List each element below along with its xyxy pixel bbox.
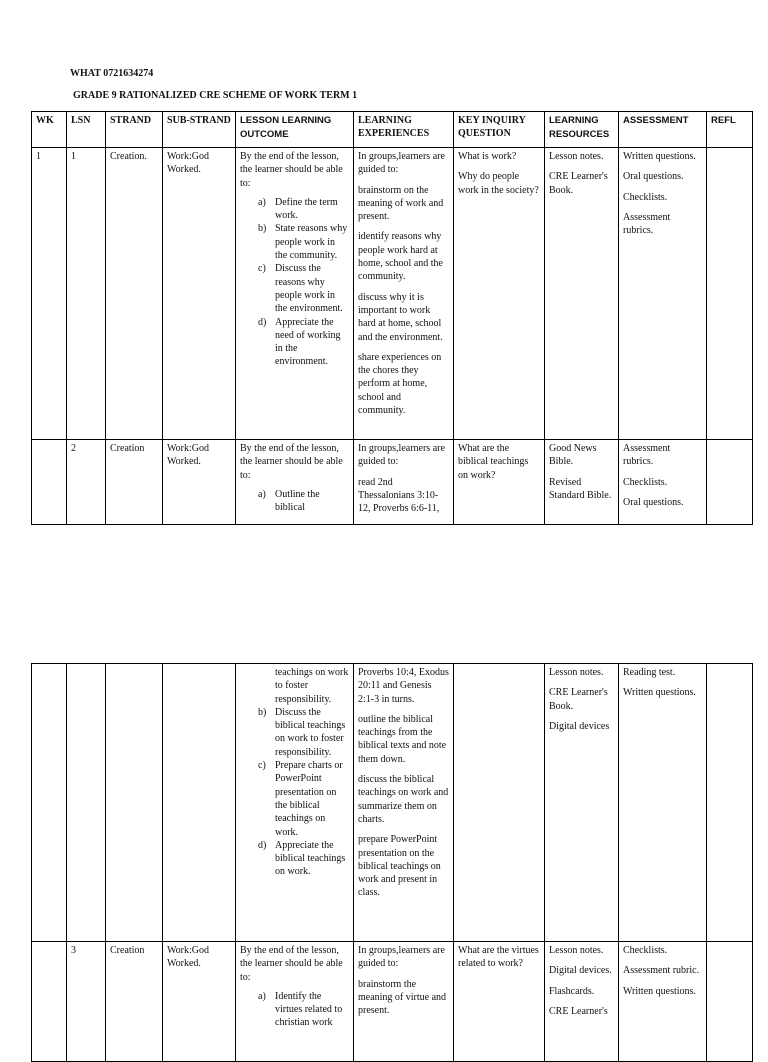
cell-question	[454, 440, 545, 525]
cell-assessment	[619, 148, 707, 440]
cell-question	[454, 942, 545, 1062]
col-header-experiences: LEARNING EXPERIENCES	[354, 112, 454, 148]
header-row	[32, 112, 753, 148]
cell-strand: Creation.	[106, 148, 163, 440]
cell-refl	[707, 664, 753, 942]
outcome-list	[240, 196, 349, 369]
outcome-intro: By the end of the lesson, the learner should be able to:	[240, 443, 343, 481]
resource-text: Revised Standard Bible.	[549, 476, 612, 501]
col-header-outcome: LESSON LEARNING OUTCOME	[236, 112, 354, 148]
cell-resources	[545, 942, 619, 1062]
cell-assessment	[619, 440, 707, 525]
col-header-assessment: ASSESSMENT	[619, 112, 707, 148]
cell-outcome	[236, 942, 354, 1062]
list-item: a) Define the term work.	[258, 196, 338, 222]
col-header-wk: WK	[32, 112, 67, 148]
question-text: Why do people work in the society?	[458, 171, 539, 196]
resource-text: CRE Learner's	[549, 1005, 608, 1017]
cell-refl	[707, 942, 753, 1062]
cell-experiences	[354, 664, 454, 942]
assessment-text: Assessment rubric.	[623, 965, 700, 977]
cell-wk: 1	[32, 148, 67, 440]
list-item: c) Discuss the reasons why people work in the environment.	[258, 263, 343, 315]
experience-text: identify reasons why people work hard at home, school and the community.	[358, 231, 443, 283]
question-text: What is work?	[458, 151, 517, 162]
assessment-text: Written questions.	[623, 687, 696, 699]
outcome-list	[240, 706, 349, 879]
assessment-text: Oral questions.	[623, 496, 684, 508]
experience-text: discuss why it is important to work hard at home, school and the environment.	[358, 291, 443, 343]
cell-strand: Creation	[106, 440, 163, 525]
outcome-list	[240, 488, 349, 515]
col-header-strand: STRAND	[106, 112, 163, 148]
outcome-intro: By the end of the lesson, the learner should be able to:	[240, 151, 343, 189]
resource-text: Digital devices	[549, 720, 610, 732]
col-header-refl: REFL	[707, 112, 753, 148]
question-text: What are the virtues related to work?	[458, 945, 539, 970]
cell-wk	[32, 440, 67, 525]
assessment-text: Written questions.	[623, 151, 696, 162]
list-item: d) Appreciate the need of working in the environment.	[258, 316, 341, 368]
cell-wk	[32, 664, 67, 942]
scheme-table-page-2	[31, 663, 753, 1062]
resource-text: CRE Learner's Book.	[549, 171, 608, 196]
cell-experiences	[354, 942, 454, 1062]
experience-text: brainstorm on the meaning of work and present.	[358, 184, 444, 223]
cell-lsn: 2	[67, 440, 106, 525]
list-item: a) Outline the biblical	[258, 488, 320, 514]
assessment-text: Oral questions.	[623, 171, 684, 183]
cell-experiences	[354, 148, 454, 440]
experience-text: discuss the biblical teachings on work and summarize them on charts.	[358, 774, 449, 825]
outcome-intro: By the end of the lesson, the learner should be able to:	[240, 945, 343, 983]
cell-strand	[106, 664, 163, 942]
col-header-resources: LEARNING RESOURCES	[545, 112, 619, 148]
cell-question	[454, 148, 545, 440]
cell-substrand: Work:God Worked.	[163, 942, 236, 1062]
cell-outcome	[236, 664, 354, 942]
experience-text: brainstorm the meaning of virtue and present.	[358, 978, 447, 1017]
cell-resources	[545, 664, 619, 942]
cell-refl	[707, 440, 753, 525]
assessment-text: Assessment rubrics.	[623, 443, 671, 468]
cell-assessment	[619, 664, 707, 942]
table-row	[32, 942, 753, 1062]
list-item: d) Appreciate the biblical teachings on work.	[258, 839, 346, 878]
contact-line: WHAT 0721634274	[70, 68, 154, 79]
resource-text: CRE Learner's Book.	[549, 687, 608, 712]
resource-text: Good News Bible.	[549, 443, 597, 468]
resource-text: Lesson notes.	[549, 945, 604, 956]
cell-strand: Creation	[106, 942, 163, 1062]
assessment-text: Checklists.	[623, 191, 668, 203]
cell-lsn: 1	[67, 148, 106, 440]
cell-resources	[545, 440, 619, 525]
document-title: GRADE 9 RATIONALIZED CRE SCHEME OF WORK TERM 1	[73, 90, 358, 101]
assessment-text: Checklists.	[623, 476, 668, 488]
experience-text: prepare PowerPoint presentation on the biblical teachings on work and present in class.	[358, 834, 441, 899]
experience-text: In groups,learners are guided to:	[358, 945, 445, 970]
experience-text: share experiences on the chores they perform at home, school and community.	[358, 351, 442, 417]
col-header-question: KEY INQUIRY QUESTION	[454, 112, 545, 148]
cell-outcome	[236, 440, 354, 525]
experience-text: In groups,learners are guided to:	[358, 151, 445, 176]
question-text: What are the biblical teachings on work?	[458, 443, 529, 481]
scheme-table-page-1	[31, 111, 753, 525]
experience-text: In groups,learners are guided to:	[358, 443, 445, 468]
list-item: c) Prepare charts or PowerPoint presentation on the biblical teachings on work.	[258, 760, 343, 838]
table-row	[32, 148, 753, 440]
outcome-continuation: teachings on work to foster responsibility.	[275, 667, 349, 705]
cell-outcome	[236, 148, 354, 440]
cell-wk	[32, 942, 67, 1062]
resource-text: Lesson notes.	[549, 151, 604, 162]
cell-substrand: Work:God Worked.	[163, 440, 236, 525]
cell-lsn	[67, 664, 106, 942]
list-item: b) Discuss the biblical teachings on work to foster responsibility.	[258, 706, 346, 758]
cell-lsn: 3	[67, 942, 106, 1062]
assessment-text: Written questions.	[623, 985, 696, 997]
resource-text: Digital devices.	[549, 965, 612, 977]
col-header-substrand: SUB-STRAND	[163, 112, 236, 148]
resource-text: Flashcards.	[549, 985, 595, 997]
cell-refl	[707, 148, 753, 440]
list-item: a) Identify the virtues related to christian work	[258, 990, 343, 1029]
assessment-text: Assessment rubrics.	[623, 211, 671, 237]
cell-substrand	[163, 664, 236, 942]
cell-experiences	[354, 440, 454, 525]
cell-substrand: Work:God Worked.	[163, 148, 236, 440]
table-row	[32, 440, 753, 525]
resource-text: Lesson notes.	[549, 667, 604, 678]
cell-resources	[545, 148, 619, 440]
experience-text: outline the biblical teachings from the biblical texts and note them down.	[358, 713, 447, 765]
table-row	[32, 664, 753, 942]
cell-assessment	[619, 942, 707, 1062]
document-page-2	[0, 640, 768, 1029]
cell-question	[454, 664, 545, 942]
experience-text: read 2nd Thessalonians 3:10-12, Proverbs 6:6-11,	[358, 476, 440, 515]
assessment-text: Checklists.	[623, 945, 668, 956]
assessment-text: Reading test.	[623, 667, 676, 678]
list-item: b) State reasons why people work in the community.	[258, 223, 348, 262]
experience-text: Proverbs 10:4, Exodus 20:11 and Genesis 2:1-3 in turns.	[358, 667, 449, 705]
col-header-lsn: LSN	[67, 112, 106, 148]
